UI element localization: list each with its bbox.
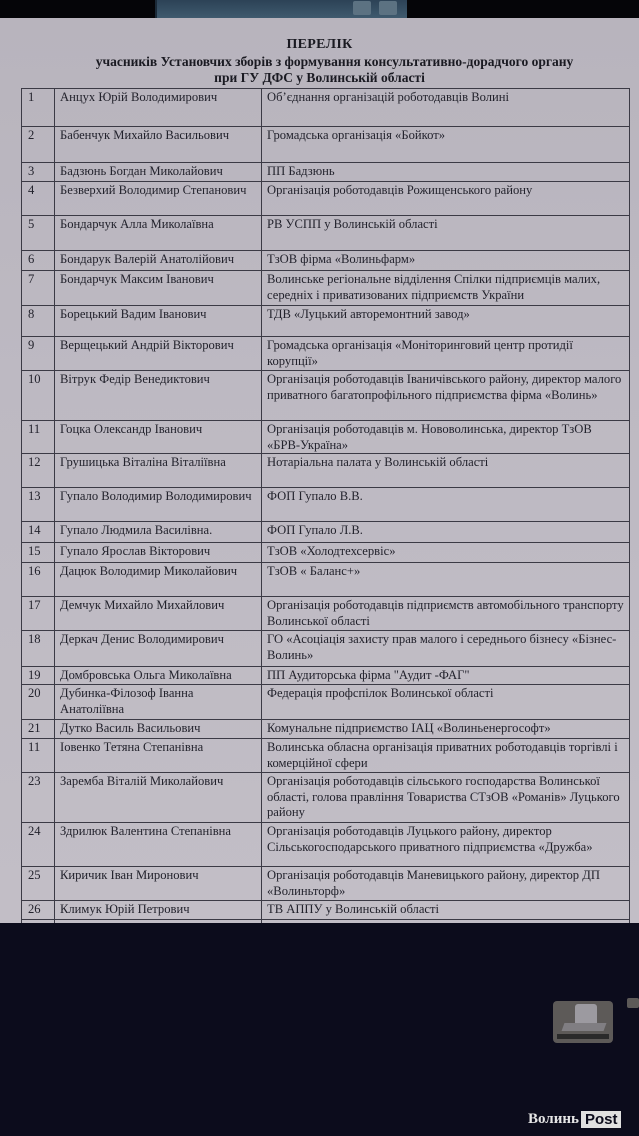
organization-name: Федерація профспілок Волинської області [262,685,630,720]
organization-name: ТДВ «Луцький авторемонтний завод» [262,306,630,337]
organization-name: Організація роботодавців Маневицького району, директор ДП «Волиньторф» [262,867,630,901]
row-number: 6 [22,251,55,271]
laptop-screen-icon [575,1004,597,1024]
organization-name: ПП Бадзюнь [262,163,630,182]
document-subtitle-line2: при ГУ ДФС у Волинській області [214,70,425,85]
participant-name: Верщецький Андрій Вікторович [55,337,262,371]
row-number: 23 [22,773,55,823]
participant-name: Безверхий Володимир Степанович [55,182,262,216]
participant-name: Дутко Василь Васильович [55,720,262,739]
organization-name: ФОП Гупало В.В. [262,488,630,522]
organization-name: ТзОВ «Холодтехсервіс» [262,543,630,563]
laptop-sticker-icon [553,1001,613,1043]
row-number: 7 [22,271,55,306]
participant-name: Бабенчук Михайло Васильович [55,127,262,163]
table-row [22,901,630,920]
organization-name: Організація роботодавців Луцького району, директор Сільськогосподарського приватного підприємства «Дружба» [262,823,630,867]
organization-name: Організація роботодавців сільського господарства Волинської області, голова правління Товариства СТзОВ «Романів» Луцького району [262,773,630,823]
table-row [22,454,630,488]
row-number: 18 [22,631,55,667]
sticker-corner [627,998,639,1008]
organization-name: Об’єднання організацій роботодавців Волині [262,89,630,127]
row-number: 25 [22,867,55,901]
participant-name: Бондарук Валерій Анатолійович [55,251,262,271]
document-title: ПЕРЕЛІК [286,37,353,52]
row-number: 13 [22,488,55,522]
participant-name: Бадзюнь Богдан Миколайович [55,163,262,182]
table-row [22,127,630,163]
table-row [22,720,630,739]
participant-name: Гоцка Олександр Іванович [55,421,262,454]
table-row [22,823,630,867]
organization-name: Громадська організація «Бойкот» [262,127,630,163]
participant-name: Бондарчук Максим Іванович [55,271,262,306]
organization-name: Волинська обласна організація приватних роботодавців торгівлі і комерційної сфери [262,739,630,773]
table-row [22,251,630,271]
row-number: 9 [22,337,55,371]
table-row [22,182,630,216]
participant-name: Заремба Віталій Миколайович [55,773,262,823]
organization-name: Організація роботодавців м. Нововолинська, директор ТзОВ «БРВ-Україна» [262,421,630,454]
participant-name: Гупало Людмила Василівна. [55,522,262,543]
monitor-screen-fragment [155,0,407,18]
sticker-url-strip [557,1034,609,1039]
row-number: 3 [22,163,55,182]
participant-name: Киричик Іван Миронович [55,867,262,901]
organization-name: Організація роботодавців Іваничівського району, директор малого приватного багатопрофільного підприємства фірма «Волинь» [262,371,630,421]
participant-name: Дубинка-Філозоф Іванна Анатоліївна [55,685,262,720]
row-number: 14 [22,522,55,543]
participant-name: Здрилюк Валентина Степанівна [55,823,262,867]
row-number: 5 [22,216,55,251]
participant-name: Деркач Денис Володимирович [55,631,262,667]
table-row [22,163,630,182]
document-page [0,18,639,923]
organization-name: ПП Аудиторська фірма "Аудит -ФАГ" [262,667,630,685]
row-number: 24 [22,823,55,867]
row-number: 11 [22,739,55,773]
table-row [22,488,630,522]
table-row [22,337,630,371]
organization-name: ГО «Асоціація захисту прав малого і середнього бізнесу «Бізнес- Волинь» [262,631,630,667]
organization-name: ТзОВ фірма «Волиньфарм» [262,251,630,271]
table-row [22,597,630,631]
row-number: 17 [22,597,55,631]
table-row [22,685,630,720]
row-number: 19 [22,667,55,685]
participant-name: Грушицька Віталіна Віталіївна [55,454,262,488]
row-number: 16 [22,563,55,597]
row-number: 12 [22,454,55,488]
row-number: 26 [22,901,55,920]
table-row [22,216,630,251]
organization-name: ФОП Гупало Л.В. [262,522,630,543]
participant-name: Іовенко Тетяна Степанівна [55,739,262,773]
organization-name: Нотаріальна палата у Волинській області [262,454,630,488]
participant-name: Гупало Володимир Володимирович [55,488,262,522]
row-number: 20 [22,685,55,720]
table-row [22,89,630,127]
dark-desk-surface [0,923,639,1136]
participant-name: Вітрук Федір Венедиктович [55,371,262,421]
organization-name: Організація роботодавців підприємств автомобільного транспорту Волинської області [262,597,630,631]
row-number: 21 [22,720,55,739]
row-number: 11 [22,421,55,454]
table-row [22,563,630,597]
watermark-part1: Волинь [528,1110,579,1127]
participant-name: Дацюк Володимир Миколайович [55,563,262,597]
row-number: 1 [22,89,55,127]
organization-name: Громадська організація «Моніторинговий центр протидії корупції» [262,337,630,371]
table-row [22,522,630,543]
row-number: 2 [22,127,55,163]
participants-table [21,88,630,954]
organization-name: РВ УСПП у Волинській області [262,216,630,251]
watermark-part2: Post [581,1111,622,1128]
volyn-post-watermark [528,1109,621,1129]
participant-name: Гупало Ярослав Вікторович [55,543,262,563]
table-row [22,543,630,563]
participant-name: Борецький Вадим Іванович [55,306,262,337]
laptop-keyboard-icon [562,1023,607,1031]
participant-name: Демчук Михайло Михайлович [55,597,262,631]
participant-name: Климук Юрій Петрович [55,901,262,920]
organization-name: Організація роботодавців Рожищенського району [262,182,630,216]
table-row [22,306,630,337]
organization-name: ТВ АППУ у Волинській області [262,901,630,920]
organization-name: ТзОВ « Баланс+» [262,563,630,597]
screen-button-icon [353,1,371,15]
table-row [22,667,630,685]
document-subtitle-line1: учасників Установчих зборів з формування консультативно-дорадчого органу [95,54,574,69]
table-row [22,421,630,454]
table-row [22,867,630,901]
screen-button-icon [379,1,397,15]
row-number: 10 [22,371,55,421]
organization-name: Комунальне підприємство ІАЦ «Волиньенергософт» [262,720,630,739]
table-row [22,773,630,823]
table-row [22,271,630,306]
table-row [22,371,630,421]
background-monitor-strip [0,0,639,18]
table-row [22,739,630,773]
organization-name: Волинське регіональне відділення Спілки підприємців малих, середніх і приватизованих підприємств України [262,271,630,306]
table-row [22,631,630,667]
row-number: 8 [22,306,55,337]
participant-name: Анцух Юрій Володимирович [55,89,262,127]
participant-name: Домбровська Ольга Миколаївна [55,667,262,685]
row-number: 4 [22,182,55,216]
participant-name: Бондарчук Алла Миколаївна [55,216,262,251]
row-number: 15 [22,543,55,563]
